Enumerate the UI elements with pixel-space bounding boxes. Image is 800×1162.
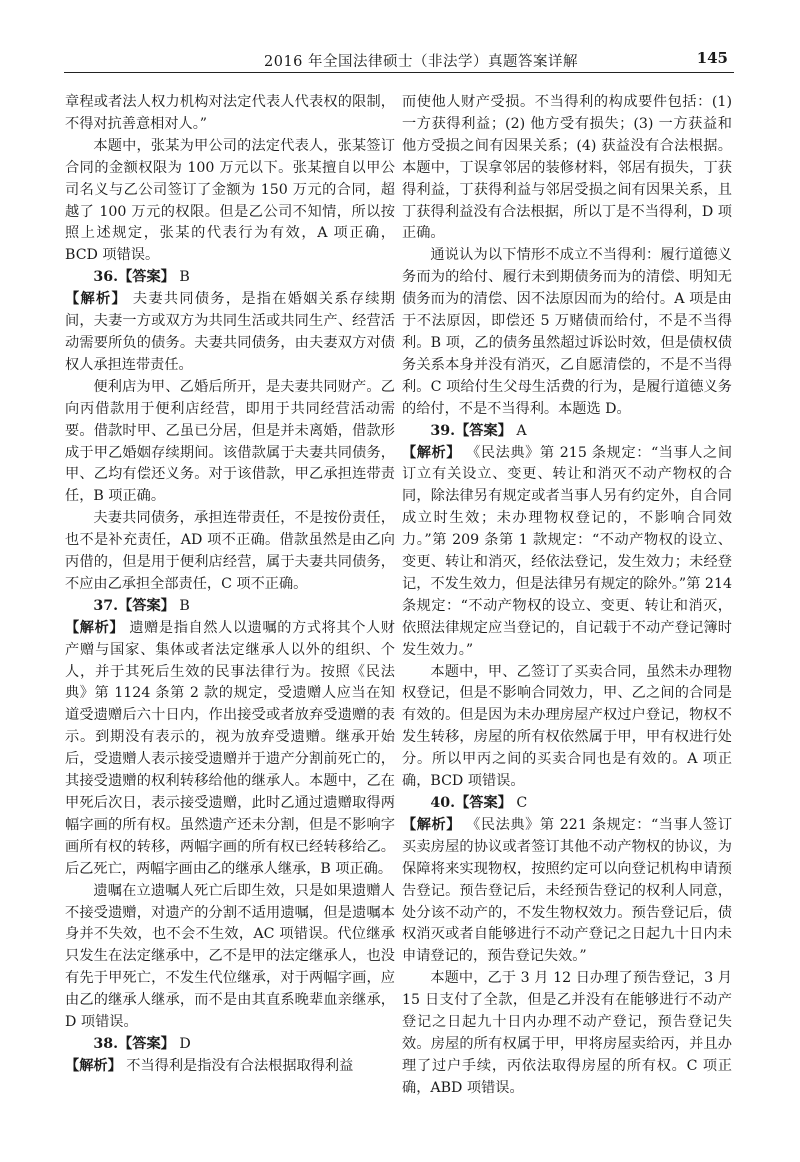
running-title: 2016 年全国法律硕士（非法学）真题答案详解 [264, 54, 579, 70]
analysis-paragraph [65, 289, 395, 377]
answer-line [402, 421, 732, 443]
analysis-text: 《民法典》第 215 条规定：“当事人之间订立有关设立、变更、转让和消灭不动产物权的合同，除法律另有规定或者当事人另有约定外，自合同成立时生效；未办理物权登记的，不影响合同效力。”第 209 条第 1 款规定：“不动产物权的设立、变更、转让和消灭，经依法登记，发生效力；未经登记，不发生效力，但是法律另有规定的除外。”第 214 条规定：“不动产物权的设立、变更、转让和消灭，依照法律规定应当登记的，自记载于不动产登记簿时发生效力。” [402, 444, 733, 658]
answer-value: B [179, 597, 190, 614]
page-number: 145 [696, 49, 728, 67]
answer-value: B [179, 269, 190, 286]
analysis-paragraph [402, 815, 732, 968]
analysis-label: 【解析】 [402, 444, 462, 461]
analysis-text: 不当得利是指没有合法根据取得利益 [126, 1057, 354, 1074]
answer-line [65, 1034, 395, 1056]
analysis-label: 【解析】 [65, 619, 125, 636]
analysis-paragraph [402, 443, 732, 662]
answer-label: 40.【答案】 [430, 795, 512, 811]
answer-label: 36.【答案】 [93, 269, 175, 286]
analysis-text: 夫妻共同债务，是指在婚姻关系存续期间，夫妻一方或双方为共同生活或共同生产、经营活动需要所负的债务。夫妻共同债务，由夫妻双方对债权人承担连带责任。 [65, 291, 395, 373]
paragraph-text: 本题中，张某为甲公司的法定代表人，张某签订合同的金额权限为 100 万元以下。张某擅自以甲公司名义与乙公司签订了金额为 150 万元的合同，超越了 100 万元的权限。但是乙公司不知情，所以按照上述规定，张某的代表行为有效，A 项正确，BCD 项错误。 [65, 137, 395, 264]
paragraph-text: 便利店为甲、乙婚后所开，是夫妻共同财产。乙向丙借款用于便利店经营，即用于共同经营活动需要。借款时甲、乙虽已分居，但是并未离婚，借款形成于甲乙婚姻存续期间。该借款属于夫妻共同债务，甲、乙均有偿还义务。对于该借款，甲乙承担连带责任，B 项正确。 [65, 378, 395, 505]
page-header [64, 44, 734, 74]
paragraph-text: 章程或者法人权力机构对法定代表人代表权的限制，不得对抗善意相对人。” [65, 94, 395, 132]
analysis-text: 遗赠是指自然人以遗嘱的方式将其个人财产赠与国家、集体或者法定继承人以外的组织、个人，并于其死后生效的民事法律行为。按照《民法典》第 1124 条第 2 款的规定，受遗赠人应当在知道受遗赠后六十日内，作出接受或者放弃受遗赠的表示。到期没有表示的，视为放弃受遗赠。继承开始后，受遗赠人表示接受遗赠并于遗产分割前死亡的，其接受遗赠的权利转移给他的继承人。本题中，乙在甲死后次日，表示接受遗赠，此时乙通过遗赠取得两幅字画的所有权。虽然遗产还未分割，但是不影响字画所有权的转移，两幅字画的所有权已经转移给乙。后乙死亡，两幅字画由乙的继承人继承，B 项正确。 [65, 619, 395, 877]
answer-line [65, 267, 395, 289]
body-paragraph [65, 508, 395, 596]
answer-value: D [179, 1035, 191, 1052]
body-paragraph [65, 881, 395, 1034]
answer-label: 38.【答案】 [93, 1035, 175, 1052]
answer-label: 39.【答案】 [430, 422, 512, 439]
paragraph-text: 通说认为以下情形不成立不当得利：履行道德义务而为的给付、履行未到期债务而为的清偿、明知无债务而为的清偿、因不法原因而为的给付。A 项是由于不法原因，即偿还 5 万赌债而给付，不是不当得利。B 项，乙的债务虽然超过诉讼时效，但是债权债务关系本身并没有消灭，乙自愿清偿的，不是不当得利。C 项给付生父母生活费的行为，是履行道德义务的给付，不是不当得利。本题选 D。 [402, 247, 732, 417]
analysis-label: 【解析】 [65, 291, 127, 308]
paragraph-text: 本题中，甲、乙签订了买卖合同，虽然未办理物权登记，但是不影响合同效力，甲、乙之间的合同是有效的。但是因为未办理房屋产权过户登记，物权不发生转移，房屋的所有权依然属于甲，甲有权进行处分。所以甲丙之间的买卖合同也是有效的。A 项正确，BCD 项错误。 [402, 663, 732, 790]
analysis-text: 《民法典》第 221 条规定：“当事人签订买卖房屋的协议或者签订其他不动产物权的协议，为保障将来实现物权，按照约定可以向登记机构申请预告登记。预告登记后，未经预告登记的权利人同意，处分该不动产的，不发生物权效力。预告登记后，债权消灭或者自能够进行不动产登记之日起九十日内未申请登记的，预告登记失效。” [402, 816, 733, 965]
body-paragraph [402, 245, 732, 420]
continued-paragraph [402, 92, 732, 245]
paragraph-text: 本题中，乙于 3 月 12 日办理了预告登记，3 月 15 日支付了全款，但是乙并没有在能够进行不动产登记之日起九十日内办理不动产登记，预告登记失效。房屋的所有权属于甲，甲将房屋卖给丙，并且办理了过户手续，丙依法取得房屋的所有权。C 项正确，ABD 项错误。 [402, 970, 732, 1096]
paragraph-text: 夫妻共同债务，承担连带责任，不是按份责任，也不是补充责任，AD 项不正确。借款虽然是由乙向丙借的，但是用于便利店经营，属于夫妻共同债务，不应由乙承担全部责任，C 项不正确。 [65, 510, 395, 592]
right-column [402, 92, 732, 1100]
answer-line [402, 793, 732, 815]
paragraph-text: 而使他人财产受损。不当得利的构成要件包括：(1) 一方获得利益；(2) 他方受有损失；(3) 一方获益和他方受损之间有因果关系；(4) 获益没有合法根据。本题中，丁误拿邻居的装修材料，邻居有损失，丁获得利益，丁获得利益与邻居受损之间有因果关系，且丁获得利益没有合法根据，所以丁是不当得利，D 项正确。 [402, 94, 732, 242]
paragraph-text: 遗嘱在立遗嘱人死亡后即生效，只是如果遗赠人不接受遗赠，对遗产的分割不适用遗嘱，但是遗嘱本身并不失效，也不会不生效，AC 项错误。代位继承只发生在法定继承中，乙不是甲的法定继承人，也没有先于甲死亡，不发生代位继承，对于两幅字画，应由乙的继承人继承，而不是由其直系晚辈血亲继承，D 项错误。 [65, 882, 395, 1031]
body-paragraph [402, 662, 732, 793]
analysis-paragraph [65, 618, 395, 881]
answer-value: C [516, 795, 528, 811]
analysis-label: 【解析】 [402, 816, 462, 833]
answer-label: 37.【答案】 [93, 597, 175, 614]
header-divider [64, 72, 734, 73]
left-column [65, 92, 395, 1078]
body-paragraph [402, 968, 732, 1099]
answer-value: A [516, 422, 527, 439]
body-paragraph [65, 377, 395, 508]
body-paragraph [65, 136, 395, 267]
continued-paragraph [65, 92, 395, 136]
analysis-label: 【解析】 [65, 1057, 122, 1074]
answer-line [65, 596, 395, 618]
analysis-paragraph [65, 1056, 395, 1078]
